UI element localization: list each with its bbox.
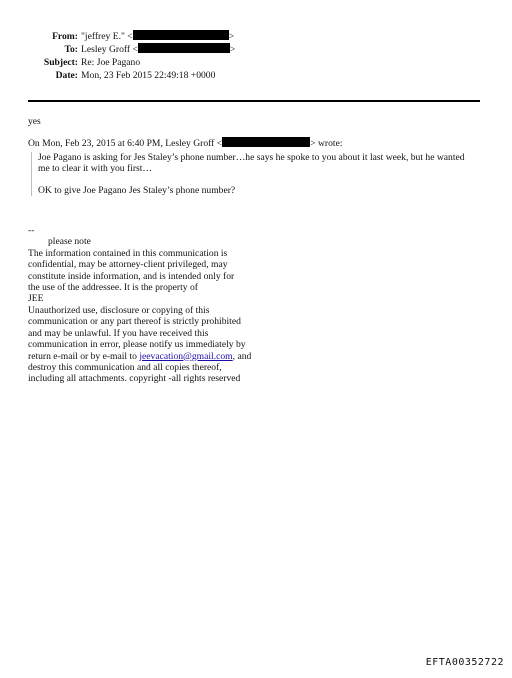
- signature-note: please note: [48, 236, 91, 248]
- quote-intro: [28, 137, 488, 149]
- from-row: [0, 30, 512, 43]
- from-label: From:: [52, 31, 78, 42]
- signature-line: destroy this communication and all copies thereof,: [28, 361, 222, 373]
- to-row: [0, 43, 512, 56]
- to-name: Lesley Groff <: [81, 44, 138, 55]
- signature-line: communication or any part thereof is strictly prohibited: [28, 316, 241, 328]
- signature-line: the use of the addressee. It is the property of: [28, 282, 198, 294]
- date-value: Mon, 23 Feb 2015 22:49:18 +0000: [81, 70, 216, 81]
- to-close: >: [229, 44, 236, 55]
- quote-intro-suffix: > wrote:: [310, 138, 343, 150]
- signature-line: and may be unlawful. If you have received this: [28, 327, 209, 339]
- notify-prefix: return e-mail or by e-mail to: [28, 350, 140, 362]
- quote-intro-prefix: On Mon, Feb 23, 2015 at 6:40 PM, Lesley Groff <: [28, 138, 223, 150]
- signature-separator: --: [28, 225, 35, 237]
- quoted-line: me to clear it with you first…: [38, 163, 153, 175]
- email-body: [28, 116, 488, 385]
- signature-notify-line: [28, 351, 488, 362]
- from-name: "jeffrey E." <: [81, 31, 133, 42]
- subject-value: Re: Joe Pagano: [81, 57, 141, 68]
- signature-line: confidential, may be attorney-client privileged, may: [28, 259, 228, 271]
- from-close: >: [228, 31, 235, 42]
- to-label: To:: [64, 44, 78, 55]
- to-value: [81, 43, 235, 56]
- date-row: [0, 69, 512, 82]
- signature-line: including all attachments. copyright -all rights reserved: [28, 373, 241, 385]
- signature-line: JEE: [28, 293, 44, 305]
- quoted-message: [31, 152, 488, 196]
- email-link[interactable]: jeevacation@gmail.com: [139, 350, 233, 362]
- redaction-block: [138, 43, 230, 53]
- document-id: EFTA00352722: [425, 657, 504, 668]
- signature-line: Unauthorized use, disclosure or copying of this: [28, 304, 210, 316]
- date-label: Date:: [55, 70, 78, 81]
- signature-line: The information contained in this communication is: [28, 247, 228, 259]
- header-divider: [28, 100, 480, 102]
- redaction-block: [133, 30, 229, 40]
- notify-suffix: , and: [232, 350, 252, 362]
- quoted-line: OK to give Joe Pagano Jes Staley’s phone number?: [38, 184, 236, 196]
- reply-text: yes: [28, 116, 41, 127]
- subject-row: [0, 56, 512, 69]
- signature-line: constitute inside information, and is intended only for: [28, 270, 235, 282]
- signature-line: communication in error, please notify us immediately by: [28, 339, 246, 351]
- quoted-line: Joe Pagano is asking for Jes Staley’s phone number…he says he spoke to you about it last week, but he wanted: [38, 151, 465, 163]
- subject-label: Subject:: [43, 57, 78, 68]
- redaction-block: [222, 137, 310, 147]
- email-header: [0, 30, 512, 82]
- from-value: [81, 30, 234, 43]
- signature-block: [28, 225, 488, 385]
